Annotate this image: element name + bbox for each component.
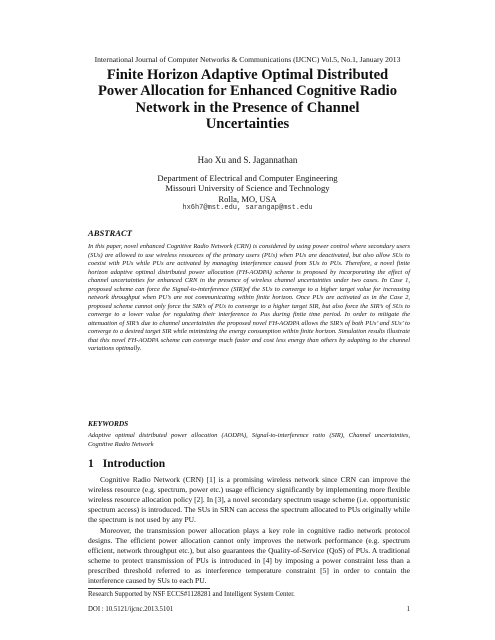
- affiliation: [0, 173, 495, 204]
- keywords-heading: KEYWORDS: [88, 419, 129, 428]
- footnote: Research Supported by NSF ECCS#1128281 and Intelligent System Center.: [88, 591, 295, 598]
- affiliation-university: Missouri University of Science and Technology: [165, 183, 330, 194]
- section-number: 1: [88, 458, 94, 470]
- section-title: Introduction: [102, 458, 166, 470]
- title-line-3: Network in the Presence of Channel: [135, 99, 360, 116]
- title-line-4: Uncertainties: [205, 115, 290, 132]
- author-names: Hao Xu and S. Jagannathan: [197, 155, 298, 165]
- keywords-text: Adaptive optimal distributed power allocation (AODPA), Signal-to-interference ratio (SIR), Channel uncertainties, Cognitive Radio Network: [88, 432, 410, 448]
- footnote-divider: [88, 588, 210, 589]
- title-line-1: Finite Horizon Adaptive Optimal Distributed: [106, 67, 389, 83]
- affiliation-department: Department of Electrical and Computer Engineering: [157, 173, 338, 183]
- abstract-text: In this paper, novel enhanced Cognitive Radio Network (CRN) is considered by using power control where secondary users (SUs) are allowed to use wireless resources of the primary users (PUs) when PUs are deactivated, but also allow SUs to coexist with PUs while PUs are activated by managing interference caused from SUs to PUs. Therefore, a novel finite horizon adaptive optimal distributed power allocation (FH-AODPA) scheme is proposed by incorporating the effect of channel uncertainties for enhanced CRN in the presence of wireless channel uncertainties under two cases. In Case 1, proposed scheme can force the Signal-to-interference (SIR)of the SUs to converge to a higher target value for increasing network throughput when PU’s are not communicating within finite horizon. Once PUs are activated as in the Case 2, proposed scheme cannot only force the SIR’s of PUs to converge to a higher target SIR, but also force the SIR’s of SUs to converge to a lower value for regulating their interference to Pus during finite time period. In order to mitigate the attenuation of SIR’s due to channel uncertainties the proposed novel FH-AODPA allows the SIR’s of both PUs’ and SUs’ to converge to a desired target SIR while minimizing the energy consumption within finite horizon. Simulation results illustrate that this novel FH-AODPA scheme can converge much faster and cost less energy than others by adapting to the channel variations optimally.: [88, 243, 410, 352]
- doi: DOI : 10.5121/ijcnc.2013.5101: [88, 606, 174, 613]
- author-emails: hx6h7@mst.edu, sarangap@mst.edu: [182, 204, 313, 212]
- affiliation-location: Rolla, MO, USA: [218, 193, 277, 204]
- intro-paragraph-2: Moreover, the transmission power allocation plays a key role in cognitive radio network protocol designs. The efficient power allocation cannot only improves the network performance (e.g. spectrum efficient, network throughput etc.), but also guarantees the Quality-of-Service (QoS) of PUs. A traditional scheme to protect transmission of PUs is introduced in [4] by imposing a power constraint less than a prescribed threshold referred to as interference temperature constraint [5] in order to contain the interference caused by SUs to each PU.: [88, 526, 410, 586]
- title-line-2: Power Allocation for Enhanced Cognitive Radio: [97, 83, 398, 100]
- section-heading: [88, 458, 165, 470]
- journal-header: International Journal of Computer Networks & Communications (IJCNC) Vol.5, No.1, January 2013: [94, 55, 401, 64]
- paper-title: [60, 67, 435, 132]
- page-number: 1: [406, 606, 410, 613]
- intro-paragraph-1: Cognitive Radio Network (CRN) [1] is a promising wireless network since CRN can improve the wireless resource (e.g. spectrum, power etc.) usage efficiency significantly by implementing more flexible wireless resource allocation policy [2]. In [3], a novel secondary spectrum usage scheme (i.e. opportunistic spectrum access) is introduced. The SUs in SRN can access the spectrum allocated to PUs originally while the spectrum is not used by any PU.: [88, 475, 410, 525]
- abstract-heading: ABSTRACT: [88, 228, 132, 238]
